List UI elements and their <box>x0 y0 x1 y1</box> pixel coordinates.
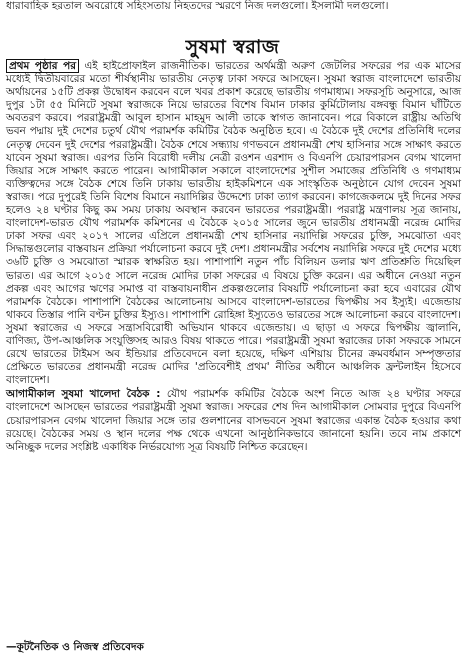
paragraph-1 <box>6 60 461 387</box>
article-headline: সুষমা স্বরাজ <box>185 36 280 58</box>
paragraph-1-text: এই হাইপ্রোফাইল রাজনীতিক। ভারতের অর্থমন্ত্রী অরুণ জেটলির সফরের পর এক মাসের মধ্যেই দ্বিতীয়বারের মতো শীর্ষস্থানীয় ভারতীয় নেতৃত্ব ঢাকা সফরে আসছেন। সুষমা স্বরাজ বাংলাদেশে ভারতীয় অর্থায়নের ১৫টি প্রকল্প উদ্বোধন করবেন বলে খবর প্রকাশ করেছে ভারতীয় গণমাধ্যম। সফরসূচি অনুসারে, আজ দুপুর ১টা ৫৫ মিনিটে সুষমা স্বরাজকে নিয়ে ভারতের বিশেষ বিমান ঢাকার কুর্মিটোলায় বঙ্গবন্ধু বিমান ঘাঁটিতে অবতরণ করবে। পররাষ্ট্রমন্ত্রী আবুল হাসান মাহমুদ আলী তাকে স্বাগত জানাবেন। পরে বিকালে রাষ্ট্রীয় অতিথি ভবন পদ্মায় দুই দেশের চতুর্থ যৌথ পরামর্শক কমিটির বৈঠক অনুষ্ঠিত হবে। এ বৈঠকে দুই দেশের প্রতিনিধি দলের নেতৃত্ব দেবেন দুই দেশের পররাষ্ট্রমন্ত্রী। বৈঠক শেষে সন্ধ্যায় গণভবনে প্রধানমন্ত্রী শেখ হাসিনার সঙ্গে সাক্ষাৎ করতে যাবেন সুষমা স্বরাজ। এরপর তিনি বিরোধী দলীয় নেত্রী রওশন এরশাদ ও বিএনপি চেয়ারপারসন বেগম খালেদা জিয়ার সঙ্গে সাক্ষাৎ করতে পারেন। আগামীকাল সকালে বাংলাদেশের সুশীল সমাজের প্রতিনিধি ও গণমাধ্যম ব্যক্তিত্বদের সঙ্গে বৈঠক শেষে তিনি ঢাকায় ভারতীয় হাইকমিশনে এক সাংস্কৃতিক অনুষ্ঠানে যোগ দেবেন সুষমা স্বরাজ। পরে দুপুরেই তিনি বিশেষ বিমানে নয়াদিল্লির উদ্দেশ্যে ঢাকা ত্যাগ করবেন। কাগজেকলমে দুই দিনের সফর হলেও ২৪ ঘণ্টার কিছু কম সময় ঢাকায় অবস্থান করবেন ভারতের পররাষ্ট্রমন্ত্রী। পররাষ্ট্র মন্ত্রণালয় সূত্র জানায়, বাংলাদেশ-ভারত যৌথ পরামর্শক কমিশনের এ বৈঠকে ২০১৫ সালের জুনে ভারতীয় প্রধানমন্ত্রী নরেন্দ্র মোদির ঢাকা সফর এবং ২০১৭ সালের এপ্রিলে প্রধানমন্ত্রী শেখ হাসিনার নয়াদিল্লি সফরের চুক্তি, সমঝোতা এবং সিদ্ধান্তগুলোর বাস্তবায়ন প্রক্রিয়া পর্যালোচনা করবে দুই দেশ। প্রধানমন্ত্রীর সর্বশেষ নয়াদিল্লি সফরে দুই দেশের মধ্যে ৩৬টি চুক্তি ও সমঝোতা স্মারক স্বাক্ষরিত হয়। পাশাপাশি নতুন পাঁচ বিলিয়ন ডলার ঋণ প্রতিশ্রুতি দিয়েছিল ভারত। এর আগে ২০১৫ সালে নরেন্দ্র মোদির ঢাকা সফরের এ বিষয়ে চুক্তি করেন। এর অধীনে নেওয়া নতুন প্রকল্প এবং আগের ঋণের সমাপ্ত বা বাস্তবায়নাধীন প্রকল্পগুলোর বিষয়টি পর্যালোচনা করা হবে এবারের যৌথ পরামর্শক বৈঠকে। পাশাপাশি বৈঠকের আলোচনায় আসবে বাংলাদেশ-ভারতের দ্বিপক্ষীয় সব ইস্যুই। এজেন্ডায় থাকবে তিস্তার পানি বণ্টন চুক্তির ইস্যুও। পাশাপাশি রোহিঙ্গা ইস্যুতেও ভারতের সঙ্গে আলোচনা করবে বাংলাদেশ। সুষমা স্বরাজের এ সফরে সন্ত্রাসবিরোধী অভিযান থাকবে এজেন্ডায়। এ ছাড়া এ সফরে দ্বিপক্ষীয় জ্বালানি, বাণিজ্য, উপ-আঞ্চলিক সংযুক্তিসহ আরও বিষয় থাকতে পারে। পররাষ্ট্রমন্ত্রী সুষমা স্বরাজের ঢাকা সফরকে সামনে রেখে ভারতের টাইমস অব ইন্ডিয়ার প্রতিবেদনে বলা হয়েছে, দক্ষিণ এশিয়ায় চীনের ক্রমবর্ধমান সম্পৃক্ততার প্রেক্ষিতে ভারতের প্রধানমন্ত্রী নরেন্দ্র মোদির 'প্রতিবেশীই প্রথম' নীতির অধীনে আঞ্চলিক ফ্রন্টলাইন হিসেবে বাংলাদেশ। <box>6 60 462 387</box>
khaleda-meeting-lead: আগামীকাল সুষমা খালেদা বৈঠক : <box>6 388 161 401</box>
article-byline: —কূটনৈতিক ও নিজস্ব প্রতিবেদক <box>6 641 144 653</box>
previous-article-snippet: ধারাবাহিক হরতাল অবরোধে সহিংসতায় নিহতদের স্মরণে নিজ দলগুলো। ইসলামী দলগুলো। <box>6 0 389 12</box>
paragraph-2-text: যৌথ পরামর্শক কমিটির বৈঠকে অংশ নিতে আজ ২৪ ঘণ্টার সফরে বাংলাদেশে আসছেন ভারতের পররাষ্ট্রমন্ত্রী সুষমা স্বরাজ। সফরের শেষ দিন আগামীকাল সোমবার দুপুরে বিএনপি চেয়ারপারসন বেগম খালেদা জিয়ার সঙ্গে তার গুলশানের বাসভবনে সুষমা স্বরাজের একান্ত বৈঠক হওয়ার কথা রয়েছে। বৈঠকের সময় ও স্থান দলের পক্ষ থেকে এখনো আনুষ্ঠানিকভাবে জানানো হয়নি। তবে নাম প্রকাশে অনিচ্ছুক দলের সংশ্লিষ্ট একাধিক নির্ভরযোগ্য সূত্র বিষয়টি নিশ্চিত করেছেন। <box>6 388 461 453</box>
first-page-continuation-tag: প্রথম পৃষ্ঠার পর <box>6 59 79 73</box>
paragraph-2 <box>6 388 461 453</box>
article-body <box>6 60 461 455</box>
